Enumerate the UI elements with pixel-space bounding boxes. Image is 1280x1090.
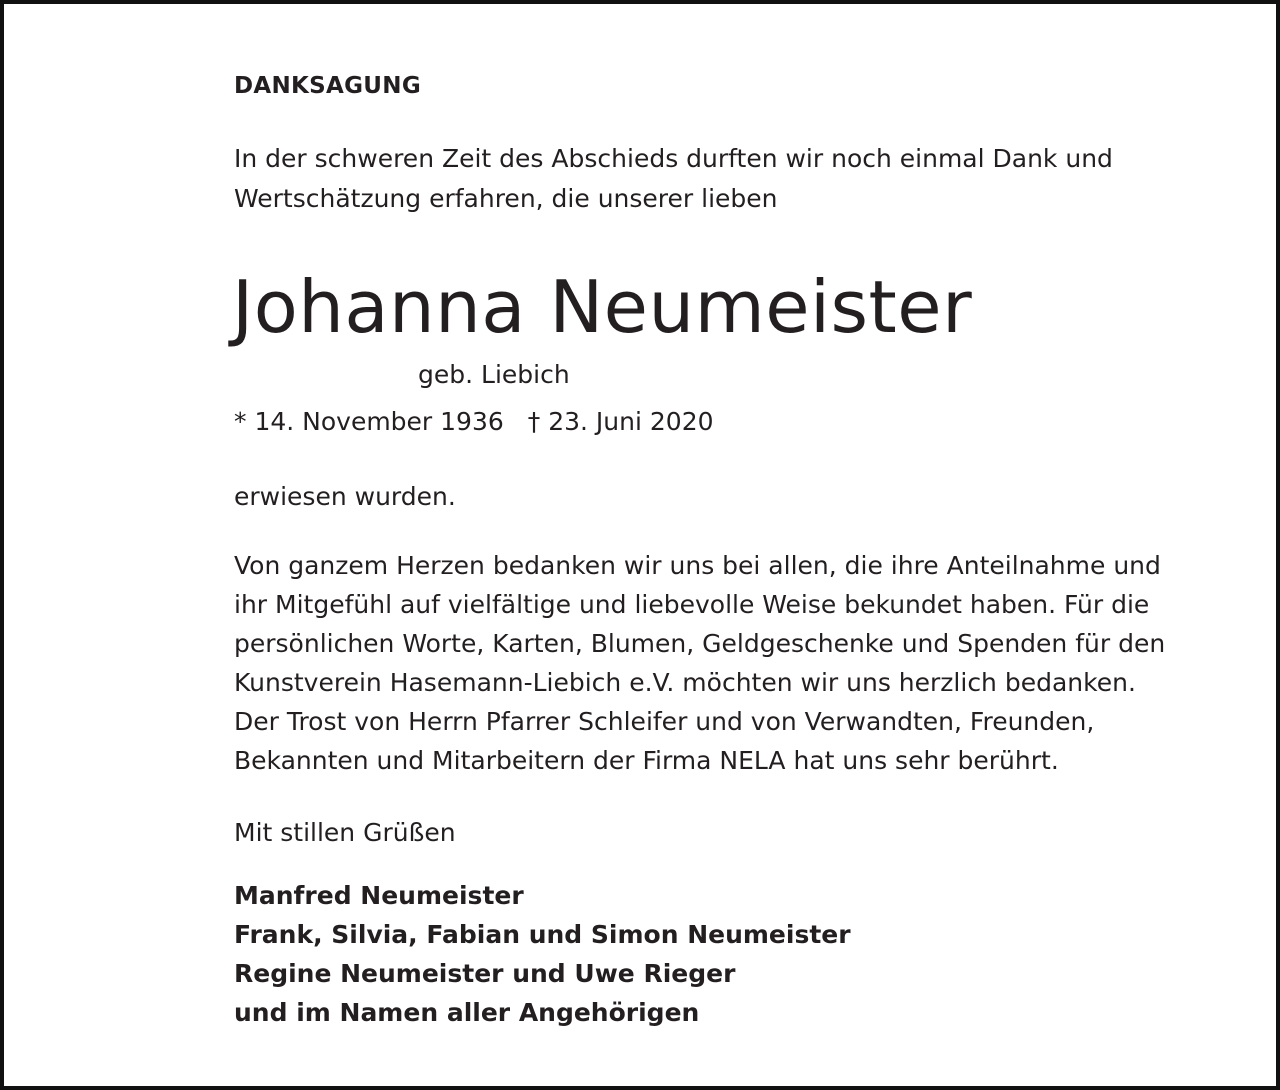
thanks-line: Der Trost von Herrn Pfarrer Schleifer und von Verwandten, Freunden,	[234, 707, 1095, 736]
signer-line: Manfred Neumeister	[234, 881, 524, 910]
intro-paragraph	[234, 139, 1113, 219]
thanks-line: ihr Mitgefühl auf vielfältige und liebevolle Weise bekundet haben. Für die	[234, 590, 1150, 619]
signer-line: Regine Neumeister und Uwe Rieger	[234, 959, 736, 988]
thanks-line: persönlichen Worte, Karten, Blumen, Geldgeschenke und Spenden für den	[234, 629, 1166, 658]
intro-line: In der schweren Zeit des Abschieds durften wir noch einmal Dank und	[234, 144, 1113, 173]
signer-line: und im Namen aller Angehörigen	[234, 998, 700, 1027]
closing-greeting: Mit stillen Grüßen	[234, 818, 456, 847]
thanks-line: Kunstverein Hasemann-Liebich e.V. möchten wir uns herzlich bedanken.	[234, 668, 1136, 697]
signer-line: Frank, Silvia, Fabian und Simon Neumeister	[234, 920, 851, 949]
thanks-line: Bekannten und Mitarbeitern der Firma NELA hat uns sehr berührt.	[234, 746, 1059, 775]
intro-line: Wertschätzung erfahren, die unserer lieben	[234, 184, 778, 213]
notice-heading: DANKSAGUNG	[234, 73, 422, 99]
signers-list	[234, 876, 851, 1032]
thanks-line: Von ganzem Herzen bedanken wir uns bei allen, die ihre Anteilnahme und	[234, 551, 1161, 580]
maiden-name: geb. Liebich	[418, 360, 570, 389]
life-dates	[234, 407, 714, 436]
death-date: † 23. Juni 2020	[527, 407, 714, 436]
thanks-paragraph	[234, 546, 1165, 780]
deceased-name: Johanna Neumeister	[232, 265, 973, 349]
continuation-text: erwiesen wurden.	[234, 482, 456, 511]
birth-date: * 14. November 1936	[234, 407, 504, 436]
